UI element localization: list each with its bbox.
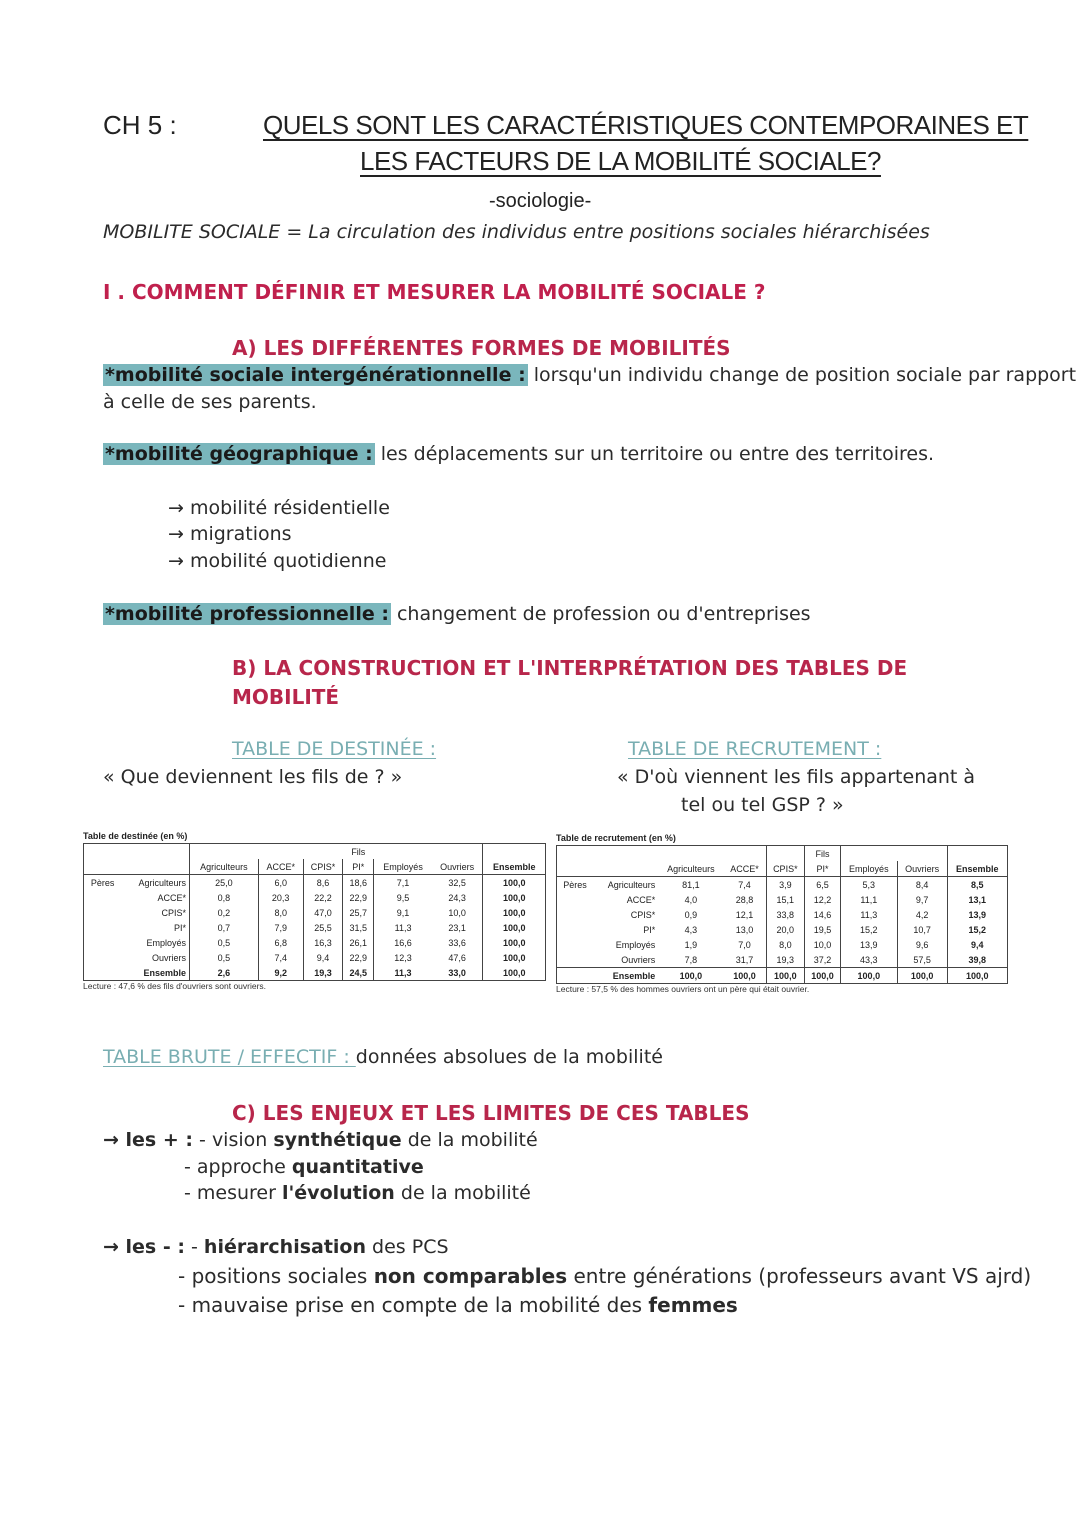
row-label: CPIS*: [630, 909, 656, 920]
table-brute-definition: [103, 1046, 663, 1068]
table-row: [84, 905, 546, 920]
cell: 100,0: [947, 968, 1007, 984]
term-intergenerational: *mobilité sociale intergénérationnelle :: [105, 364, 526, 386]
table-row: [557, 877, 1008, 893]
destinee-table-caption: Table de destinée (en %): [83, 831, 188, 841]
subsection-b-heading-line2: MOBILITÉ: [232, 685, 340, 709]
cell: 19,3: [303, 965, 343, 981]
col-header: CPIS*: [766, 861, 804, 877]
cell: 7,1: [374, 875, 432, 891]
cell: 11,1: [840, 892, 897, 907]
destinee-title: TABLE DE DESTINÉE :: [232, 738, 437, 760]
item-bold: quantitative: [291, 1156, 424, 1178]
item-text: de la mobilité: [401, 1129, 538, 1151]
table-brute-def: données absolues de la mobilité: [355, 1046, 663, 1068]
cell: 100,0: [483, 905, 546, 920]
table-row: [557, 937, 1008, 952]
list-item: [199, 1129, 538, 1151]
cell: 33,6: [448, 937, 466, 948]
cell: 9,2: [258, 965, 303, 981]
arrow-item: → migrations: [168, 523, 292, 545]
cell: 100,0: [723, 968, 766, 984]
term-professional: *mobilité professionnelle :: [105, 603, 389, 625]
cell: 22,2: [303, 890, 343, 905]
cell: 20,3: [258, 890, 303, 905]
table-row: [557, 968, 1008, 984]
item-text: de la mobilité: [394, 1182, 531, 1204]
row-label: Ensemble: [121, 965, 189, 981]
cell: 7,0: [738, 939, 751, 950]
cell: 12,2: [805, 892, 841, 907]
cell: 20,0: [766, 922, 804, 937]
definition-geographic: [103, 443, 934, 465]
page-subtitle: -sociologie-: [489, 190, 592, 212]
cell: 12,1: [735, 909, 754, 920]
subsection-a-heading: A) LES DIFFÉRENTES FORMES DE MOBILITÉS: [232, 336, 731, 360]
col-header: PI*: [805, 861, 841, 877]
row-label: Ensemble: [593, 968, 658, 984]
cell: 13,1: [947, 892, 1007, 907]
recrutement-table-caption: Table de recrutement (en %): [556, 833, 676, 843]
cell: 39,8: [947, 952, 1007, 968]
item-text: - approche: [184, 1156, 292, 1178]
col-header: PI*: [343, 859, 374, 875]
table-row: [84, 950, 546, 965]
row-label: ACCE*: [157, 892, 187, 903]
list-item: [191, 1236, 449, 1258]
row-label: ACCE*: [626, 894, 656, 905]
item-text: entre générations (professeurs avant VS ajrd): [567, 1264, 1032, 1288]
cell: 16,3: [303, 935, 343, 950]
cell: 8,6: [303, 875, 343, 891]
cell: 25,0: [190, 875, 259, 891]
col-header: Ensemble: [483, 859, 546, 875]
row-label: Employés: [146, 937, 187, 948]
list-item: [178, 1264, 1031, 1288]
row-label: Ouvriers: [152, 952, 187, 963]
row-label: Employés: [615, 939, 656, 950]
peres-label: Pères: [557, 877, 594, 893]
cell: 9,7: [897, 892, 947, 907]
cell: 100,0: [805, 968, 841, 984]
cell: 0,2: [190, 905, 259, 920]
cell: 13,9: [840, 937, 897, 952]
col-header: ACCE*: [258, 859, 303, 875]
item-text: - mesurer: [184, 1182, 282, 1204]
cell: 3,9: [766, 877, 804, 893]
cell: 47,0: [303, 905, 343, 920]
cell: 24,3: [448, 892, 466, 903]
cell: 32,5: [448, 877, 466, 888]
cell: 25,7: [343, 905, 374, 920]
cell: 8,0: [766, 937, 804, 952]
cell: 100,0: [483, 875, 546, 891]
cell: 11,3: [374, 965, 432, 981]
row-label: Agriculteurs: [607, 879, 656, 890]
item-text: - vision: [199, 1129, 274, 1151]
row-label: PI*: [643, 924, 656, 935]
recrutement-question-line1: « D'où viennent les fils appartenant à: [617, 766, 976, 788]
cell: 15,2: [840, 922, 897, 937]
def-intergenerational: lorsqu'un individu change de position sociale par rapport: [533, 364, 1077, 386]
col-header: Ouvriers: [897, 861, 947, 877]
cell: 43,3: [840, 952, 897, 968]
cell: 31,7: [735, 954, 754, 965]
cell: 33,0: [432, 965, 483, 981]
cell: 100,0: [766, 968, 804, 984]
cell: 33,8: [766, 907, 804, 922]
row-label: PI*: [174, 922, 187, 933]
cell: 13,9: [947, 907, 1007, 922]
arrow-item: → mobilité quotidienne: [168, 550, 387, 572]
item-text: -: [191, 1236, 204, 1258]
cell: 0,5: [190, 950, 259, 965]
col-header: ACCE*: [723, 861, 766, 877]
table-brute-title: TABLE BRUTE / EFFECTIF :: [103, 1046, 356, 1068]
row-label: Ouvriers: [621, 954, 656, 965]
cell: 0,7: [190, 920, 259, 935]
cell: 24,5: [343, 965, 374, 981]
destinee-table-note: Lecture : 47,6 % des fils d'ouvriers sont ouvriers.: [83, 981, 267, 991]
cell: 18,6: [343, 875, 374, 891]
peres-label: Pères: [84, 875, 122, 891]
cell: 31,5: [343, 920, 374, 935]
def-geographic: les déplacements sur un territoire ou entre des territoires.: [380, 443, 935, 465]
cell: 7,4: [738, 879, 751, 890]
recrutement-table-note: Lecture : 57,5 % des hommes ouvriers ont un père qui était ouvrier.: [556, 984, 810, 994]
cell: 25,5: [303, 920, 343, 935]
table-row: [84, 965, 546, 981]
cell: 0,5: [190, 935, 259, 950]
item-text: - mauvaise prise en compte de la mobilité des: [178, 1293, 649, 1317]
cell: 7,9: [258, 920, 303, 935]
recrutement-table: [556, 845, 1008, 994]
page-title-line1: QUELS SONT LES CARACTÉRISTIQUES CONTEMPORAINES ET: [263, 110, 1029, 140]
cell: 47,6: [448, 952, 466, 963]
def-professional: changement de profession ou d'entreprises: [396, 603, 811, 625]
cell: 100,0: [483, 890, 546, 905]
chapter-number: CH 5 :: [103, 110, 177, 140]
table-row: [84, 890, 546, 905]
cell: 8,4: [897, 877, 947, 893]
list-item: [184, 1156, 424, 1178]
cell: 11,3: [374, 920, 432, 935]
cell: 12,3: [374, 950, 432, 965]
def-intergenerational-cont: à celle de ses parents.: [103, 391, 317, 413]
recrutement-question-line2: tel ou tel GSP ? »: [681, 794, 844, 816]
cell: 19,5: [805, 922, 841, 937]
cell: 100,0: [483, 965, 546, 981]
col-header: Employés: [840, 861, 897, 877]
item-bold: femmes: [648, 1293, 738, 1317]
page-title-line2: LES FACTEURS DE LA MOBILITÉ SOCIALE?: [360, 146, 881, 176]
cell: 13,0: [735, 924, 754, 935]
destinee-table: [83, 843, 546, 991]
table-row: [557, 922, 1008, 937]
cell: 10,0: [805, 937, 841, 952]
cell: 4,2: [897, 907, 947, 922]
cell: 6,5: [805, 877, 841, 893]
table-row: [557, 952, 1008, 968]
subsection-b-heading-line1: B) LA CONSTRUCTION ET L'INTERPRÉTATION DES TABLES DE: [232, 656, 908, 680]
cell: 11,3: [840, 907, 897, 922]
table-row: [557, 907, 1008, 922]
section-heading: I . COMMENT DÉFINIR ET MESURER LA MOBILITÉ SOCIALE ?: [103, 280, 766, 304]
cell: 37,2: [805, 952, 841, 968]
list-item: [178, 1293, 738, 1317]
cell: 8,5: [947, 877, 1007, 893]
arrow-item: → mobilité résidentielle: [168, 497, 390, 519]
item-bold: synthétique: [273, 1129, 402, 1151]
plus-list: [103, 1129, 538, 1151]
cell: 23,1: [448, 922, 466, 933]
cell: 1,9: [684, 939, 698, 950]
cell: 8,0: [258, 905, 303, 920]
fils-label: Fils: [343, 844, 374, 860]
cell: 5,3: [840, 877, 897, 893]
item-text: des PCS: [366, 1236, 449, 1258]
cell: 9,6: [897, 937, 947, 952]
term-geographic: *mobilité géographique :: [105, 443, 373, 465]
col-header: Agriculteurs: [658, 861, 723, 877]
cell: 81,1: [682, 879, 700, 890]
plus-label: → les + :: [103, 1129, 193, 1151]
col-header: Agriculteurs: [190, 859, 259, 875]
cell: 9,4: [947, 937, 1007, 952]
subsection-c-heading: C) LES ENJEUX ET LES LIMITES DE CES TABLES: [232, 1101, 750, 1125]
cell: 15,2: [947, 922, 1007, 937]
cell: 10,7: [897, 922, 947, 937]
cell: 26,1: [343, 935, 374, 950]
cell: 100,0: [840, 968, 897, 984]
fils-label: Fils: [805, 846, 841, 862]
cell: 6,0: [258, 875, 303, 891]
cell: 9,4: [303, 950, 343, 965]
destinee-question: « Que deviennent les fils de ? »: [103, 766, 403, 788]
cell: 10,0: [448, 907, 466, 918]
cell: 7,8: [684, 954, 698, 965]
cell: 100,0: [483, 935, 546, 950]
col-header: Ouvriers: [432, 859, 483, 875]
cell: 9,1: [374, 905, 432, 920]
row-label: CPIS*: [161, 907, 187, 918]
cell: 0,9: [684, 909, 698, 920]
cell: 0,8: [190, 890, 259, 905]
cell: 57,5: [897, 952, 947, 968]
cell: 2,6: [190, 965, 259, 981]
col-header: Ensemble: [947, 861, 1007, 877]
table-row: [84, 935, 546, 950]
minus-label: → les - :: [103, 1236, 185, 1258]
definition-line: MOBILITE SOCIALE = La circulation des individus entre positions sociales hiérarchisées: [103, 221, 930, 243]
cell: 7,4: [258, 950, 303, 965]
cell: 100,0: [897, 968, 947, 984]
cell: 9,5: [374, 890, 432, 905]
col-header: Employés: [374, 859, 432, 875]
definition-intergenerational: [103, 364, 1076, 386]
cell: 28,8: [735, 894, 754, 905]
cell: 22,9: [343, 890, 374, 905]
cell: 19,3: [766, 952, 804, 968]
cell: 4,0: [684, 894, 698, 905]
col-header: CPIS*: [303, 859, 343, 875]
definition-professional: [103, 603, 811, 625]
cell: 15,1: [766, 892, 804, 907]
table-row: [557, 892, 1008, 907]
table-row: [84, 875, 546, 891]
cell: 22,9: [343, 950, 374, 965]
item-bold: non comparables: [373, 1264, 568, 1288]
recrutement-title: TABLE DE RECRUTEMENT :: [628, 738, 882, 760]
cell: 100,0: [658, 968, 723, 984]
item-bold: l'évolution: [281, 1182, 395, 1204]
cell: 16,6: [374, 935, 432, 950]
item-bold: hiérarchisation: [203, 1236, 367, 1258]
cell: 100,0: [483, 920, 546, 935]
cell: 14,6: [805, 907, 841, 922]
list-item: [184, 1182, 531, 1204]
cell: 100,0: [483, 950, 546, 965]
row-label: Agriculteurs: [138, 877, 187, 888]
cell: 6,8: [258, 935, 303, 950]
item-text: - positions sociales: [178, 1264, 374, 1288]
table-row: [84, 920, 546, 935]
minus-list: [103, 1236, 449, 1258]
cell: 4,3: [684, 924, 698, 935]
